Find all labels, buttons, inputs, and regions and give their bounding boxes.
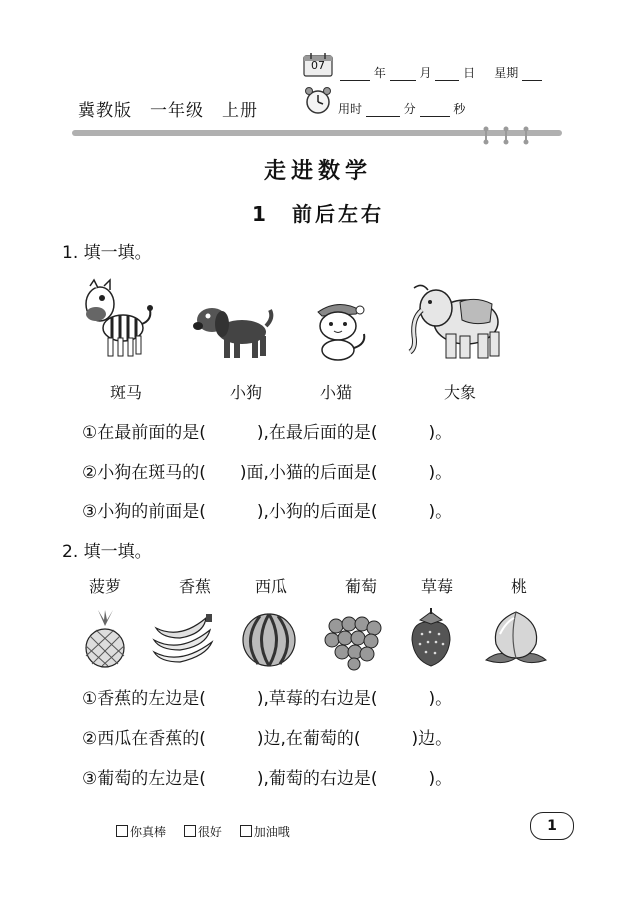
q2-line-3: ③葡萄的左边是( ),葡萄的右边是( )。 (82, 769, 453, 789)
calendar-number: 07 (311, 59, 325, 72)
year-label: 年 (373, 66, 386, 80)
year-blank[interactable] (340, 68, 370, 81)
weekday-label: 星期 (494, 66, 519, 80)
fruit-label-strawberry: 草莓 (420, 577, 453, 596)
animal-label-cat: 小猫 (319, 383, 352, 402)
seconds-label: 秒 (453, 102, 466, 116)
pineapple-icon (80, 610, 130, 668)
month-label: 月 (419, 66, 432, 80)
q1-line-3: ③小狗的前面是( ),小狗的后面是( )。 (82, 502, 453, 522)
animal-label-zebra: 斑马 (109, 383, 142, 402)
eval-option-good[interactable]: 很好 (184, 825, 222, 839)
checkbox-icon[interactable] (184, 825, 196, 837)
fruit-label-peach: 桃 (510, 577, 527, 596)
alarm-clock-icon (302, 86, 334, 116)
zebra-icon (78, 280, 156, 362)
page-number: 1 (530, 812, 574, 840)
animal-label-dog: 小狗 (229, 383, 262, 402)
publisher-label: 冀教版 一年级 上册 (78, 101, 258, 121)
month-blank[interactable] (390, 68, 416, 81)
eval-option-keep-going[interactable]: 加油哦 (240, 825, 290, 839)
weekday-blank[interactable] (522, 68, 542, 81)
time-prefix: 用时 (338, 102, 363, 116)
minutes-blank[interactable] (366, 104, 400, 117)
fruit-label-pineapple: 菠萝 (88, 577, 121, 596)
seconds-blank[interactable] (420, 104, 450, 117)
fruit-label-watermelon: 西瓜 (254, 577, 287, 596)
strawberry-icon (408, 608, 454, 668)
q2-line-1: ①香蕉的左边是( ),草莓的右边是( )。 (82, 689, 453, 709)
fruit-label-banana: 香蕉 (178, 577, 211, 596)
fruit-label-grapes: 葡萄 (344, 577, 377, 596)
minutes-label: 分 (403, 102, 416, 116)
beads-decoration-icon (478, 124, 538, 146)
watermelon-icon (240, 612, 298, 668)
banana-icon (150, 612, 216, 668)
q2-heading: 2. 填一填。 (62, 542, 152, 562)
chapter-title: 走进数学 (263, 159, 372, 184)
eval-option-great[interactable]: 你真棒 (116, 825, 166, 839)
day-blank[interactable] (435, 68, 459, 81)
q1-line-2: ②小狗在斑马的( )面,小猫的后面是( )。 (82, 463, 453, 483)
elephant-icon (408, 278, 508, 362)
self-evaluation (116, 823, 304, 840)
peach-icon (484, 608, 548, 668)
date-line (340, 64, 542, 81)
day-label: 日 (463, 66, 476, 80)
time-line (338, 100, 465, 117)
animal-label-elephant: 大象 (443, 383, 476, 402)
q2-line-2: ②西瓜在香蕉的( )边,在葡萄的( )边。 (82, 729, 453, 749)
lesson-title: 1 前后左右 (252, 202, 384, 226)
q1-heading: 1. 填一填。 (62, 243, 152, 263)
checkbox-icon[interactable] (116, 825, 128, 837)
checkbox-icon[interactable] (240, 825, 252, 837)
cat-icon (308, 298, 372, 362)
dog-icon (194, 298, 274, 362)
grapes-icon (322, 612, 386, 670)
q1-line-1: ①在最前面的是( ),在最后面的是( )。 (82, 423, 453, 443)
